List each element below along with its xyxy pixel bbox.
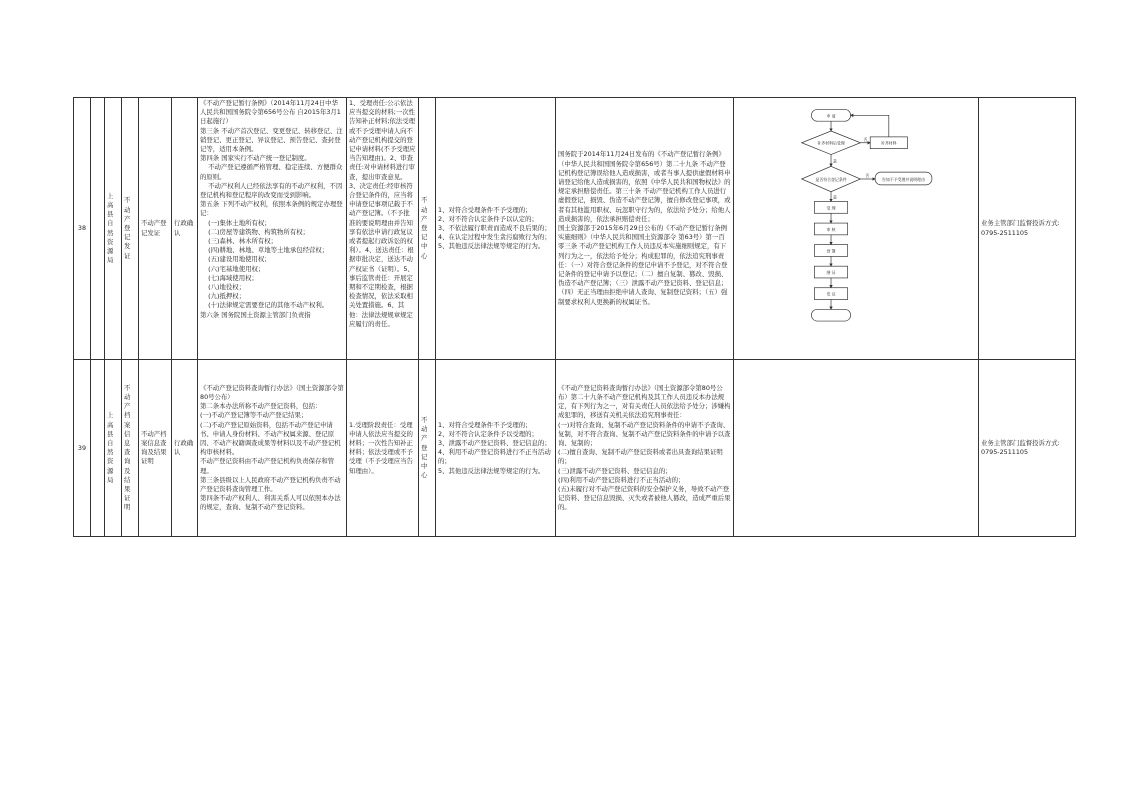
flowchart-cell-empty [734,360,979,537]
responsibility-items: 1、受理责任:公示依法应当提交的材料;一次性告知补正材料;依法受理或不予受理申请人向不动产登记机构提交的登记申请材料(不予受理应当告知理由)。2、审查责任:对申请材料进行审查，提出审查意见。3、决定责任:经审核符合登记条件的，应当将申请登记事项记载于不动产登记簿。（不予批准的要说明理由并告知享有依法申请行政复议或者提起行政诉讼的权利）。4、送达责任：根据审批决定，送达不动产权证书（证明）。5、事后监管责任：开展定期和不定期检查，根据检查情况，依法采取相关处置措施。6、其他：法律法规规章规定应履行的责任。 [347,98,419,360]
flow-node-register: 登 簿 [826,248,836,254]
department: 上高县自然资源局 [105,98,122,360]
contact-info: 业务主管部门监督投诉方式: 0795-2511105 [979,98,1076,360]
item-category: 行政确认 [172,98,198,360]
flow-node-accept: 受 理 [826,205,836,211]
flow-branch-yes-2: 是 [832,194,837,200]
flow-branch-no-2: 否 [865,173,870,179]
table-row [74,98,1076,360]
legal-basis: 《不动产登记暂行条例》（2014年11月24日中华人民共和国国务院令第656号公布 自2015年3月1日起施行） 第三条 不动产首次登记、变更登记、转移登记、注销登记、更正登记、异议登记、预告登记、查封登记等，适用本条例。 第四条 国家实行不动产统一登记制度。 不动产登记遵循严格管理、稳定连续、方便群众的原则。 不动产权利人已经依法享有的不动产权利，不因登记机构和登记程序的改变而受到影响。 第五条 下列不动产权利，依照本条例的规定办理登记： (一)集体土地所有权； (二)房屋等建筑物、构筑物所有权； (三)森林、林木所有权； (四)耕地、林地、草地等土地承包经营权； (五)建设用地使用权； (六)宅基地使用权； (七)海域使用权； (八)地役权； (九)抵押权； (十)法律规定需要登记的其他不动产权利。 第六条 国务院国土资源主管部门负责指 [198,98,347,360]
flow-branch-yes-1: 是 [832,158,837,164]
accountability-cases: 1、对符合受理条件不予受理的； 2、对不符合认定条件予以受理的； 3、泄露不动产登记资料、登记信息的； 4、利用不动产登记资料进行不正当活动的； 5、其他违反法律法规等规定的行为。 [436,360,556,537]
flow-node-make-cert: 缮 证 [826,270,836,276]
flow-node-check-materials: 补齐材料后受理 [817,140,845,146]
responsibility-table [73,97,1076,537]
accountability-cases: 1、对符合受理条件不予受理的； 2、对不符合认定条件予以认定的； 3、不依法履行职责而造成不良后果的； 4、在认定过程中发生贪污腐败行为的； 5、其他违反法律法规等规定的行为。 [436,98,556,360]
flow-node-review: 审 核 [826,226,836,232]
accountability-basis: 国务院于2014年11月24日发布的《不动产登记暂行条例》（中华人民共和国国务院令第656号）第二十九条 不动产登记机构登记簿误给他人造成损害，或者当事人提供虚假材料申请登记给他人造成损害的，依照《中华人民共和国物权法》的规定承担赔偿责任。第三十条 不动产登记机构工作人员进行虚假登记，损毁、伪造不动产登记簿，擅自修改登记事项，或者有其他滥用职权、玩忽职守行为的，依法给予处分；给他人造成损害的，依法承担赔偿责任； 国土资源部于2015年6月29日公布的《不动产登记暂行条例实施细则》（中华人民共和国国土资源部令 第63号）第一百零三条 不动产登记机构工作人员违反本实施细则规定，有下列行为之一，依法给予处分；构成犯罪的，依法追究刑事责任：（一）对符合登记条件的登记申请不予登记，对不符合登记条件的登记申请予以登记；（二）擅自复制、篡改、毁损、伪造不动产登记簿；（三）泄露不动产登记资料、登记信息；（四）无正当理由拒绝申请人查询、复制登记资料；（五）强制要求权利人更换新的权属证书。 [556,98,734,360]
blank-cell [91,360,105,537]
process-flowchart [736,99,976,355]
item-subname: 不动产档案信息查询及结果证明 [139,360,172,537]
row-number: 38 [74,98,91,360]
blank-cell [91,98,105,360]
legal-basis: 《不动产登记资料查询暂行办法》（国土资源部令第80号公布） 第二条本办法所称不动产登记资料，包括： (一)不动产登记簿等不动产登记结果； (二)不动产登记原始资料，包括不动产登记申请书、申请人身份材料、不动产权属来源、登记原因、不动产权籍调查成果等材料以及不动产登记机构审核材料。 不动产登记资料由不动产登记机构负责保存和管理。 第三条县级以上人民政府不动产登记机构负责不动产登记资料查询管理工作。 第四条不动产权利人、利害关系人可以依照本办法的规定，查询、复制不动产登记资料。 [198,360,347,537]
flow-node-apply: 申 请 [826,113,836,119]
responsible-unit: 不动产登记中心 [419,360,436,537]
flow-branch-no-1: 否 [863,136,868,142]
accountability-basis: 《不动产登记资料查询暂行办法》（国土资源部令第80号公布）第二十九条不动产登记机构及其工作人员违反本办法规定，有下列行为之一，对有关责任人员依法给予处分；涉嫌构成犯罪的，移送有关机关依法追究刑事责任： (一)对符合查询、复制不动产登记资料条件的申请不予查询、复制，对不符合查询、复制不动产登记资料条件的申请予以查询、复制的； (二)擅自查询、复制不动产登记资料或者出具查询结果证明的； (三)泄露不动产登记资料、登记信息的； (四)利用不动产登记资料进行不正当活动的； (五)未履行对不动产登记资料的安全保护义务，导致不动产登记资料、登记信息毁损、灭失或者被他人篡改，造成严重后果的。 [556,360,734,537]
flow-node-eligibility: 是否符合登记条件 [815,176,847,182]
flow-node-supplement: 补齐材料 [881,140,897,146]
responsibility-items: 1.受理阶段责任：受理申请人依法应当提交的材料；一次性告知补正材料；依法受理或不予受理（不予受理应当告知理由）。 [347,360,419,537]
item-name: 不动产登记发证 [122,98,139,360]
table-row [74,360,1076,537]
flow-node-issue: 发 证 [826,291,836,297]
row-number: 39 [74,360,91,537]
contact-info: 业务主管部门监督投诉方式: 0795-2511105 [979,360,1076,537]
item-category: 行政确认 [172,360,198,537]
item-name: 不动产档案信息查询及结果证明 [122,360,139,537]
flow-node-reject: 告知不予受理并说明理由 [882,176,925,182]
department: 上高县自然资源局 [105,360,122,537]
flowchart-cell [734,98,979,360]
responsible-unit: 不动产登记中心 [419,98,436,360]
item-subname: 不动产登记发证 [139,98,172,360]
